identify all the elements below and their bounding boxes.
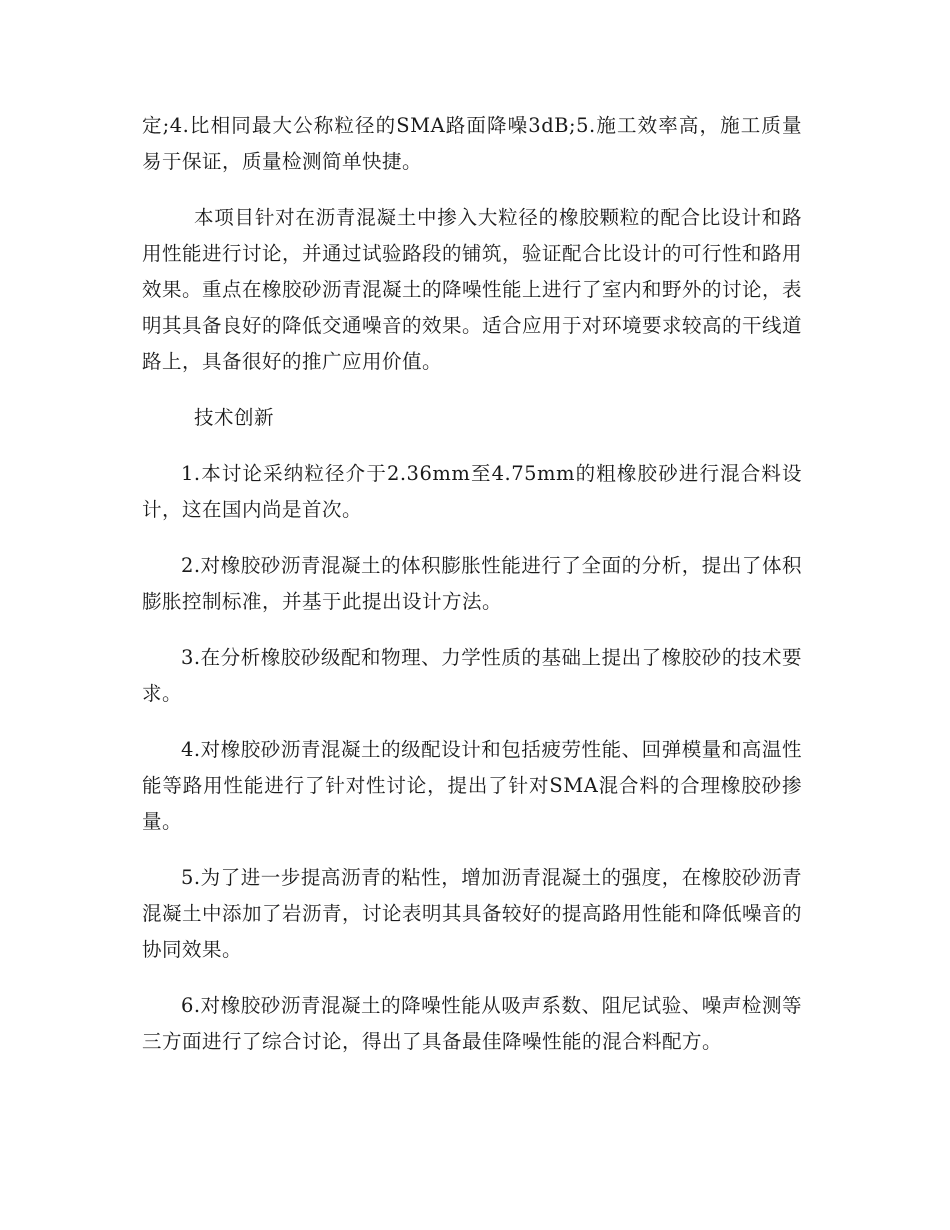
innovation-item-5: 5.为了进一步提高沥青的粘性，增加沥青混凝土的强度，在橡胶砂沥青混凝土中添加了岩沥青，讨论表明其具备较好的提高路用性能和降低噪音的协同效果。 [142,866,803,961]
paragraph-project-summary: 本项目针对在沥青混凝土中掺入大粒径的橡胶颗粒的配合比设计和路用性能进行讨论，并通过试验路段的铺筑，验证配合比设计的可行性和路用效果。重点在橡胶砂沥青混凝土的降噪性能上进行了室内和野外的讨论，表明其具备良好的降低交通噪音的效果。适合应用于对环境要求较高的干线道路上，具备很好的推广应用价值。 [142,206,803,373]
innovation-item-6: 6.对橡胶砂沥青混凝土的降噪性能从吸声系数、阻尼试验、噪声检测等三方面进行了综合讨论，得出了具备最佳降噪性能的混合料配方。 [142,994,802,1053]
section-heading-tech-innovation: 技术创新 [194,406,275,429]
innovation-item-3: 3.在分析橡胶砂级配和物理、力学性质的基础上提出了橡胶砂的技术要求。 [142,646,802,705]
innovation-item-2: 2.对橡胶砂沥青混凝土的体积膨胀性能进行了全面的分析，提出了体积膨胀控制标准，并基于此提出设计方法。 [142,554,802,613]
document-body [142,108,802,1080]
innovation-item-4: 4.对橡胶砂沥青混凝土的级配设计和包括疲劳性能、回弹模量和高温性能等路用性能进行了针对性讨论，提出了针对SMA混合料的合理橡胶砂掺量。 [142,738,802,833]
innovation-item-1: 1.本讨论采纳粒径介于2.36mm至4.75mm的粗橡胶砂进行混合料设计，这在国内尚是首次。 [142,462,802,521]
paragraph-continued: 定;4.比相同最大公称粒径的SMA路面降噪3dB;5.施工效率高，施工质量易于保证，质量检测简单快捷。 [142,114,802,173]
